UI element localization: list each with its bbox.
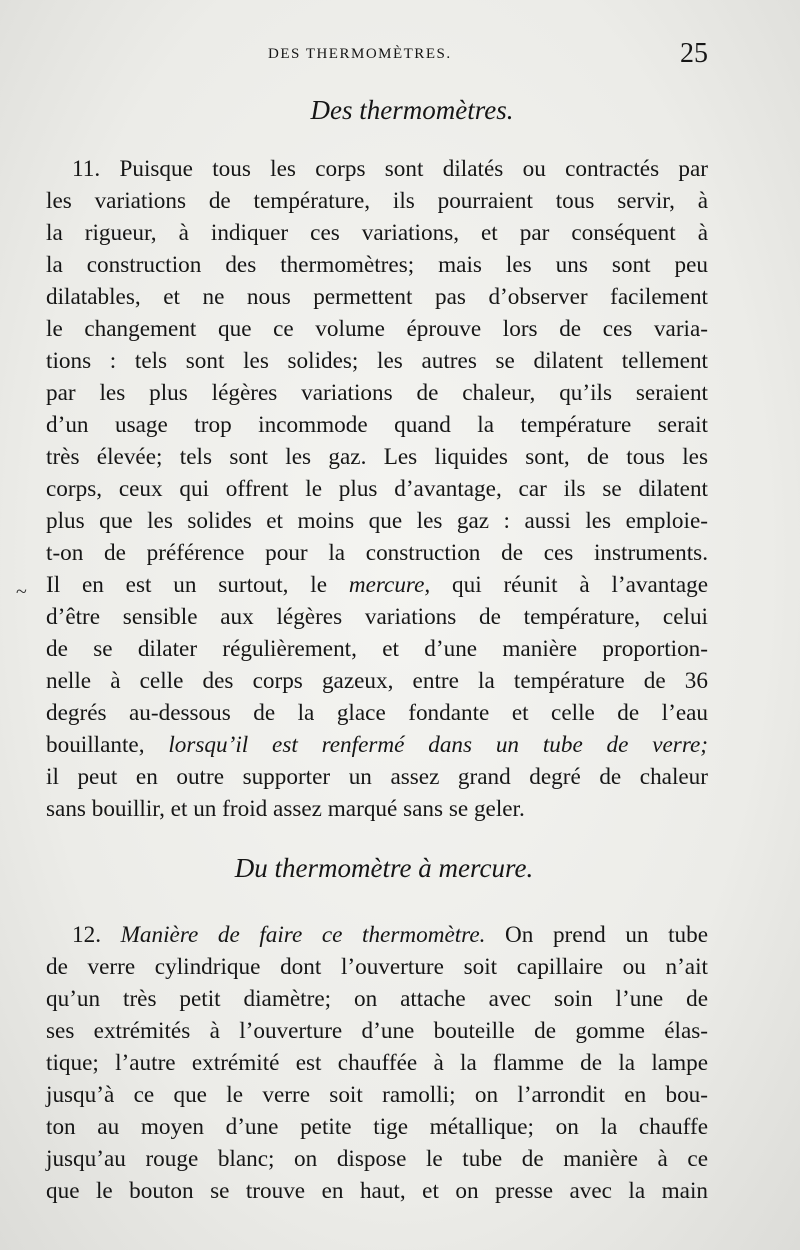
text-line: ton au moyen d’une petite tige métallique; on la chauffe <box>46 1114 708 1140</box>
text-line: que le bouton se trouve en haut, et on presse avec la main <box>46 1178 708 1204</box>
paragraph-number: 11. <box>72 156 101 182</box>
text-line: t-on de préférence pour la construction de ces instruments. <box>46 540 708 566</box>
section-heading-mercure: Du thermomètre à mercure. <box>234 853 534 883</box>
text-line: degrés au-dessous de la glace fondante et celle de l’eau <box>46 700 708 726</box>
text-line: les variations de température, ils pourraient tous servir, à <box>46 188 708 214</box>
text-line: ses extrémités à l’ouverture d’une bouteille de gomme élas- <box>46 1018 708 1044</box>
text-line: dilatables, et ne nous permettent pas d’observer facilement <box>46 284 708 310</box>
page-number: 25 <box>680 38 708 69</box>
text-line: sans bouillir, et un froid assez marqué sans se geler. <box>46 796 525 822</box>
text-line: de verre cylindrique dont l’ouverture soit capillaire ou n’ait <box>46 954 708 980</box>
margin-mark: ~ <box>16 581 27 603</box>
paragraph-11 <box>46 153 708 825</box>
text-line: bouillante, lorsqu’il est renfermé dans un tube de verre; <box>46 732 709 758</box>
text-line: qu’un très petit diamètre; on attache avec soin l’une de <box>46 986 708 1012</box>
text-line: tions : tels sont les solides; les autres se dilatent tellement <box>46 348 708 374</box>
running-title: DES THERMOMÈTRES. <box>268 46 452 62</box>
emphasis-tube-de-verre: lorsqu’il est renfermé dans un tube de verre; <box>168 732 709 758</box>
text-line: de se dilater régulièrement, et d’une manière proportion- <box>46 636 708 662</box>
text-line: Il en est un surtout, le mercure, qui réunit à l’avantage <box>46 572 709 598</box>
paragraph-12 <box>46 919 708 1207</box>
text-line: 11. Puisque tous les corps sont dilatés ou contractés par <box>72 156 709 182</box>
text-line: d’être sensible aux légères variations de température, celui <box>46 604 708 630</box>
text-line: le changement que ce volume éprouve lors de ces varia- <box>46 316 708 342</box>
text-line: très élevée; tels sont les gaz. Les liquides sont, de tous les <box>46 444 708 470</box>
text-line: corps, ceux qui offrent le plus d’avantage, car ils se dilatent <box>46 476 708 502</box>
section-heading-thermometres: Des thermomètres. <box>310 95 514 125</box>
text-line: jusqu’au rouge blanc; on dispose le tube de manière à ce <box>46 1146 708 1172</box>
text-line: plus que les solides et moins que les gaz : aussi les emploie- <box>46 508 708 534</box>
paragraph-number: 12. <box>72 922 101 948</box>
emphasis-mercure: mercure, <box>348 572 431 598</box>
running-head <box>0 38 800 70</box>
text-line: nelle à celle des corps gazeux, entre la température de 36 <box>46 668 708 694</box>
paragraph-title: Manière de faire ce thermomètre. <box>120 922 486 948</box>
text-line: tique; l’autre extrémité est chauffée à la flamme de la lampe <box>46 1050 708 1076</box>
text-line: d’un usage trop incommode quand la température serait <box>46 412 708 438</box>
text-line: la rigueur, à indiquer ces variations, et par conséquent à <box>46 220 708 246</box>
text-line: jusqu’à ce que le verre soit ramolli; on l’arrondit en bou- <box>46 1082 708 1108</box>
text-line: la construction des thermomètres; mais les uns sont peu <box>46 252 708 278</box>
text-line: 12. Manière de faire ce thermomètre. On prend un tube <box>72 922 709 948</box>
text-line: par les plus légères variations de chaleur, qu’ils seraient <box>46 380 708 406</box>
text-line: il peut en outre supporter un assez grand degré de chaleur <box>46 764 708 790</box>
